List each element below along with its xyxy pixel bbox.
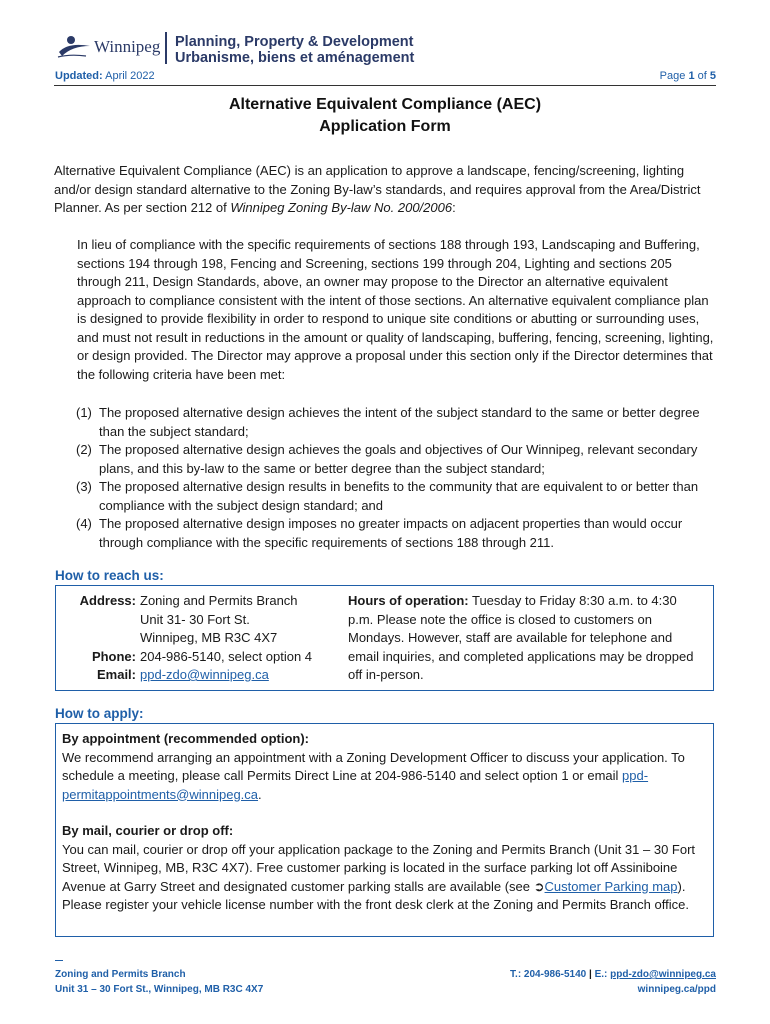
logo-word: Winnipeg (94, 37, 161, 56)
criteria-text: The proposed alternative design achieves the goals and objectives of Our Winnipeg, relevant secondary plans, and this by-law to the same or better degree than the subject standard; (99, 442, 698, 476)
list-item (54, 441, 718, 478)
page-total: 5 (709, 70, 716, 82)
contact-details (76, 592, 341, 685)
email-label: Email: (96, 667, 136, 682)
department-name (175, 34, 414, 66)
updated-value: April 2022 (105, 70, 155, 82)
criteria-list (54, 404, 718, 552)
appointment-heading: By appointment (recommended option): (62, 731, 309, 746)
contact-email-link[interactable]: ppd-zdo@winnipeg.ca (140, 667, 269, 682)
criteria-text: The proposed alternative design results in benefits to the community that are equivalent to or better than compliance with the subject design standard; and (99, 479, 699, 513)
criteria-text: The proposed alternative design imposes no greater impacts on adjacent properties than would occur through compliance with the specific requirements of sections 188 through 211. (99, 516, 683, 550)
department-name-fr: Urbanisme, biens et aménagement (175, 50, 415, 66)
criteria-number: (3) (76, 479, 92, 494)
footer-phone: T.: 204-986-5140 (510, 969, 587, 980)
mail-text: You can mail, courier or drop off your application package to the Zoning and Permits Branch (Unit 31 – 30 Fort Street, Winnipeg, MB, R3C 4X7). Free customer parking is located in the surface parking lot off Assiniboine Avenue at Garry Street and designated customer parking stalls are available (see (62, 841, 696, 894)
page-number (660, 70, 716, 82)
winnipeg-logo (56, 30, 160, 64)
footer-contact (510, 967, 716, 997)
apply-box (55, 723, 714, 937)
intro-paragraph (54, 162, 718, 218)
mail-heading: By mail, courier or drop off: (62, 823, 234, 838)
bylaw-quote: In lieu of compliance with the specific requirements of sections 188 through 193, Landscaping and Buffering, sections 194 through 198, Fencing and Screening, sections 199 through 204, Lighting and sections 205 through 211, Design Standards, above, an owner may propose to the Director an alternative equivalent approach to compliance consistent with the intent of those sections. An alternative equivalent compliance plan is designed to provide flexibility in order to respond to unique site conditions or abutting or surrounding uses, and must not result in reductions in the amount or quality of landscaping, buffering, fencing, screening, lighting, or design provided. The Director may approve a proposal under this section only if the Director determines that the following criteria have been met: (77, 237, 714, 382)
contact-box (55, 585, 714, 691)
address-label: Address: (79, 593, 136, 608)
intro-text: Alternative Equivalent Compliance (AEC) is an application to approve a landscape, fencing/screening, lighting and/or design standard alternative to the Zoning By-law’s standards, and requires approval from the Area/District Planner. As per section 212 of (54, 163, 701, 215)
hours-label: Hours of operation: (348, 593, 469, 608)
footer-street: Unit 31 – 30 Fort St., Winnipeg, MB R3C 4X7 (55, 984, 264, 995)
appointment-paragraph (62, 749, 707, 805)
title-line-1: Alternative Equivalent Compliance (AEC) (228, 96, 542, 113)
intro-end: : (452, 200, 456, 215)
address-line: Unit 31- 30 Fort St. (140, 611, 250, 627)
parking-map-link[interactable]: Customer Parking map (544, 878, 678, 894)
criteria-number: (4) (76, 516, 92, 531)
address-line: Winnipeg, MB R3C 4X7 (140, 630, 278, 645)
appointment-text: We recommend arranging an appointment with a Zoning Development Officer to discuss your application. To schedule a meeting, please call Permits Direct Line at 204-986-5140 and select option 1 or email (62, 749, 685, 783)
appointment-email-link[interactable]: ppd-permitappointments@winnipeg.ca (62, 768, 649, 802)
hours-of-operation (348, 592, 704, 685)
phone-value: 204-986-5140, select option 4 (140, 648, 313, 664)
footer-email-link[interactable]: ppd-zdo@winnipeg.ca (610, 969, 716, 980)
apply-heading: How to apply: (55, 706, 144, 721)
reach-heading: How to reach us: (55, 568, 164, 583)
intro-bylaw-title: Winnipeg Zoning By-law No. 200/2006 (230, 200, 453, 215)
link-arrow-icon: ➲ (533, 878, 545, 894)
footer-branch: Zoning and Permits Branch (55, 969, 186, 980)
page-prefix: Page (659, 70, 686, 82)
header-rule (54, 85, 716, 86)
footer-email-label: E.: (594, 969, 611, 980)
footer-web-link[interactable]: winnipeg.ca/ppd (637, 984, 716, 995)
page-title (54, 94, 716, 138)
department-name-en: Planning, Property & Development (175, 34, 414, 50)
winnipeg-logo-mark-icon (56, 32, 92, 62)
criteria-number: (1) (76, 405, 92, 420)
list-item (54, 478, 718, 515)
criteria-number: (2) (76, 442, 92, 457)
footer-separator: | (586, 969, 595, 980)
title-line-2: Application Form (319, 118, 451, 135)
updated-date (55, 70, 155, 82)
page-of: of (697, 70, 707, 82)
apply-content (62, 730, 707, 915)
list-item (54, 515, 718, 552)
hours-text: Tuesday to Friday 8:30 a.m. to 4:30 p.m. Please note the office is closed to customers on Mondays. However, staff are available for telephone and email inquiries, and completed applications may be dropped off in-person. (348, 593, 694, 682)
updated-label: Updated: (55, 70, 103, 82)
address-line: Zoning and Permits Branch (140, 593, 298, 608)
footer-rule (55, 960, 63, 961)
mail-end: ). Please register your vehicle license number with the front desk clerk at the Zoning and Permits Branch office. (62, 878, 689, 912)
header-divider (165, 32, 167, 64)
page-current: 1 (688, 70, 695, 82)
criteria-text: The proposed alternative design achieves the intent of the subject standard to the same or better degree than the subject standard; (99, 405, 700, 439)
phone-label: Phone: (91, 648, 136, 664)
list-item (54, 404, 718, 441)
appointment-end: . (258, 786, 262, 802)
footer-address (55, 967, 263, 997)
mail-paragraph (62, 841, 707, 915)
